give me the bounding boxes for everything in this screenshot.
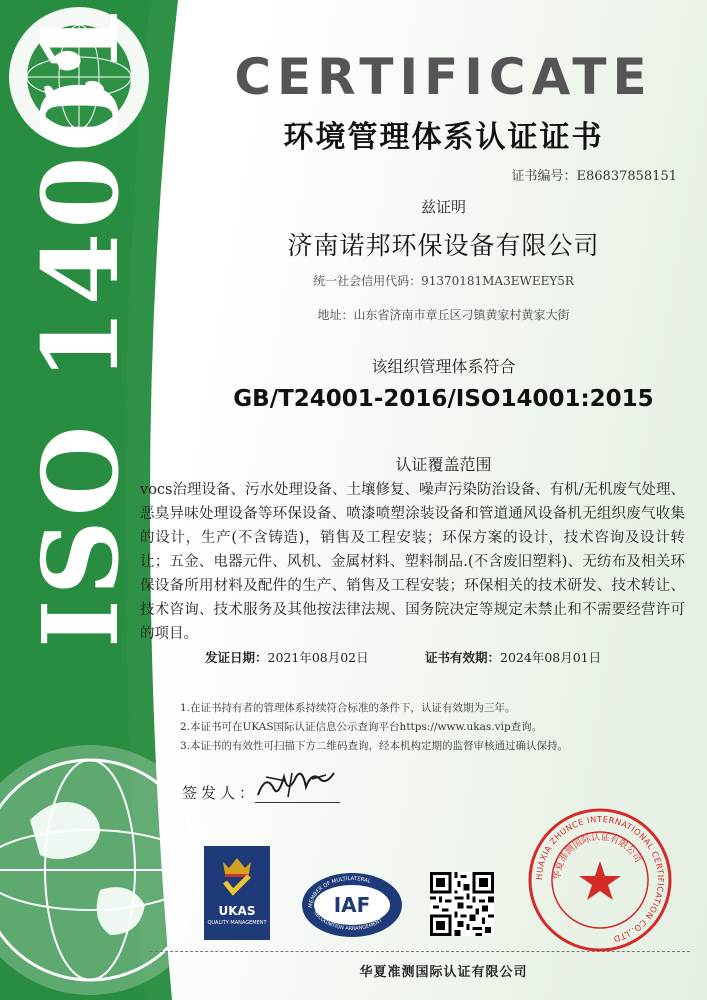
standard-code: GB/T24001-2016/ISO14001:2015 xyxy=(233,386,654,412)
certificate-number: 证书编号：E86837858151 xyxy=(511,169,677,184)
crown-check-icon xyxy=(217,852,257,900)
company-address: 地址：山东省济南市章丘区刁镇黄家村黄家大街 xyxy=(317,308,570,322)
seal-outer-text: HUAXIA ZHUNCE INTERNATIONAL CERTIFICATION CO.,LTD xyxy=(533,813,667,945)
iaf-bottom-text: RECOGNITION ARRANGEMENT xyxy=(312,909,384,932)
issuer-name: 华夏准测国际认证有限公司 xyxy=(359,965,528,980)
note-item: 3.本证书的有效性可扫描下方二维码查询，经本机构定期的监督审核通过确认保持。 xyxy=(180,740,569,752)
iso-14001-vertical-text: ISO 14001 xyxy=(19,0,142,648)
signer-label: 签发人： xyxy=(182,784,259,802)
scope-text: vocs治理设备、污水处理设备、土壤修复、噪声污染防治设备、有机/无机废气处理、恶臭异味处理设备等环保设备、喷漆喷塑涂装设备和管道通风设备机无组织废气收集的设计，生产(不含铸造)，销售及工程安装；环保方案的设计，技术咨询及设计转让；五金、电器元件、风机、金属材料、塑料制品.(不含废旧塑料)、无纺布及相关环保设备所用材料及配件的生产、销售及工程安装；环保相关的技术研发、技术转让、技术咨询、技术服务及其他按法律法规、国务院决定等规定未禁止和不需要经营许可的项目。 xyxy=(140,482,685,642)
qr-code-icon[interactable] xyxy=(430,872,494,936)
certificate-title-cn: 环境管理体系认证证书 xyxy=(283,120,604,155)
issue-date: 2021年08月02日 xyxy=(267,650,369,665)
scope-heading: 认证覆盖范围 xyxy=(395,455,492,474)
handwritten-signature-icon xyxy=(252,765,347,805)
footer-divider xyxy=(150,951,690,952)
note-item: 1.在证书持有者的管理体系持续符合标准的条件下，认证有效期为三年。 xyxy=(180,702,516,714)
seal-inner-text: 华夏准测国际认证有限公司 xyxy=(552,832,643,881)
certificate-title-en: CERTIFICATE xyxy=(234,48,653,106)
globe-decoration-icon xyxy=(0,720,230,1000)
iaf-logo xyxy=(300,872,404,938)
notes xyxy=(180,699,568,756)
note-item: 2.本证书可在UKAS国际认证信息公示查询平台https://www.ukas.vip查询。 xyxy=(180,721,543,733)
iaf-top-text: MEMBER OF MULTILATERAL xyxy=(307,875,372,909)
valid-date-label: 证书有效期： xyxy=(425,650,501,665)
red-seal-icon xyxy=(525,805,675,955)
issue-date-label: 发证日期： xyxy=(205,650,268,665)
complies-label: 该组织管理体系符合 xyxy=(371,357,516,376)
iaf-name: IAF xyxy=(333,893,371,917)
ukas-logo xyxy=(204,846,270,940)
certify-label: 兹证明 xyxy=(420,198,466,216)
issue-date-row xyxy=(205,648,369,666)
credit-code: 统一社会信用代码：91370181MA3EWEEY5R xyxy=(313,274,574,288)
company-name: 济南诺邦环保设备有限公司 xyxy=(287,231,600,260)
signature-line xyxy=(255,802,340,803)
valid-date-row xyxy=(425,648,601,666)
valid-date: 2024年08月01日 xyxy=(500,650,602,665)
ukas-sub: QUALITY MANAGEMENT xyxy=(207,920,267,926)
ukas-name: UKAS xyxy=(218,904,256,918)
